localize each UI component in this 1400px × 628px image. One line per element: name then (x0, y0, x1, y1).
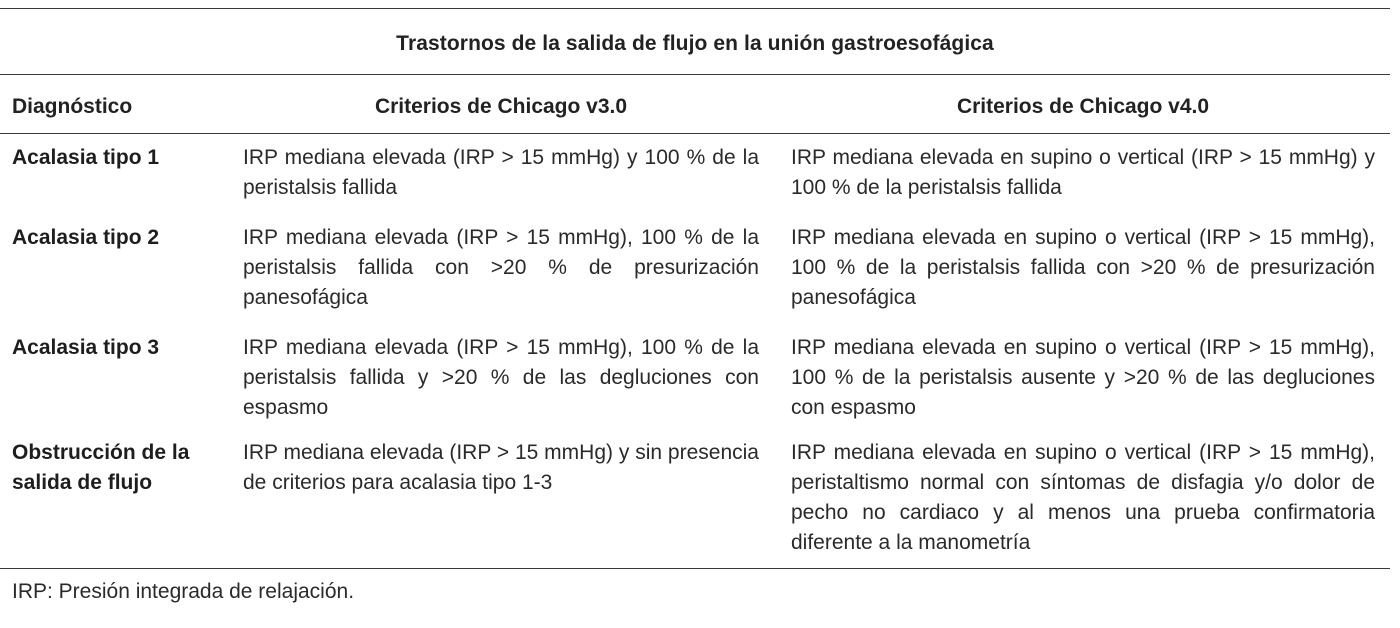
bottom-rule (0, 568, 1390, 569)
table-caption: Trastornos de la salida de flujo en la unión gastroesofágica (396, 32, 994, 55)
top-rule (0, 8, 1390, 9)
row-1-diagnosis: Acalasia tipo 1 (12, 146, 160, 169)
row-2-diagnosis: Acalasia tipo 2 (12, 226, 160, 249)
row-4-diagnosis: Obstrucción de la salida de flujo (12, 441, 190, 494)
row-4-chicago-v3: IRP mediana elevada (IRP > 15 mmHg) y sin presencia de criterios para acalasia tipo 1-3 (243, 441, 759, 494)
row-1-chicago-v4: IRP mediana elevada en supino o vertical (IRP > 15 mmHg) y 100 % de la peristalsis fallida (791, 146, 1375, 199)
header-diagnosis: Diagnóstico (12, 95, 133, 118)
row-2-chicago-v4: IRP mediana elevada en supino o vertical (IRP > 15 mmHg), 100 % de la peristalsis fallida con >20 % de presurización panesofágica (791, 226, 1375, 309)
row-2-chicago-v3: IRP mediana elevada (IRP > 15 mmHg), 100 % de la peristalsis fallida con >20 % de presurización panesofágica (243, 226, 759, 309)
header-chicago-v3: Criterios de Chicago v3.0 (374, 95, 628, 118)
caption-rule (0, 74, 1390, 75)
table-footnote: IRP: Presión integrada de relajación. (12, 580, 355, 603)
row-3-diagnosis: Acalasia tipo 3 (12, 336, 160, 359)
row-4-chicago-v4: IRP mediana elevada en supino o vertical (IRP > 15 mmHg), peristaltismo normal con síntomas de disfagia y/o dolor de pecho no cardiaco y al menos una prueba confirmatoria diferente a la manometría (791, 441, 1375, 554)
row-1-chicago-v3: IRP mediana elevada (IRP > 15 mmHg) y 100 % de la peristalsis fallida (243, 146, 759, 199)
header-chicago-v4: Criterios de Chicago v4.0 (956, 95, 1210, 118)
row-3-chicago-v3: IRP mediana elevada (IRP > 15 mmHg), 100 % de la peristalsis fallida y >20 % de las degluciones con espasmo (243, 336, 759, 419)
row-3-chicago-v4: IRP mediana elevada en supino o vertical (IRP > 15 mmHg), 100 % de la peristalsis ausente y >20 % de las degluciones con espasmo (791, 336, 1375, 419)
header-rule (0, 133, 1390, 134)
